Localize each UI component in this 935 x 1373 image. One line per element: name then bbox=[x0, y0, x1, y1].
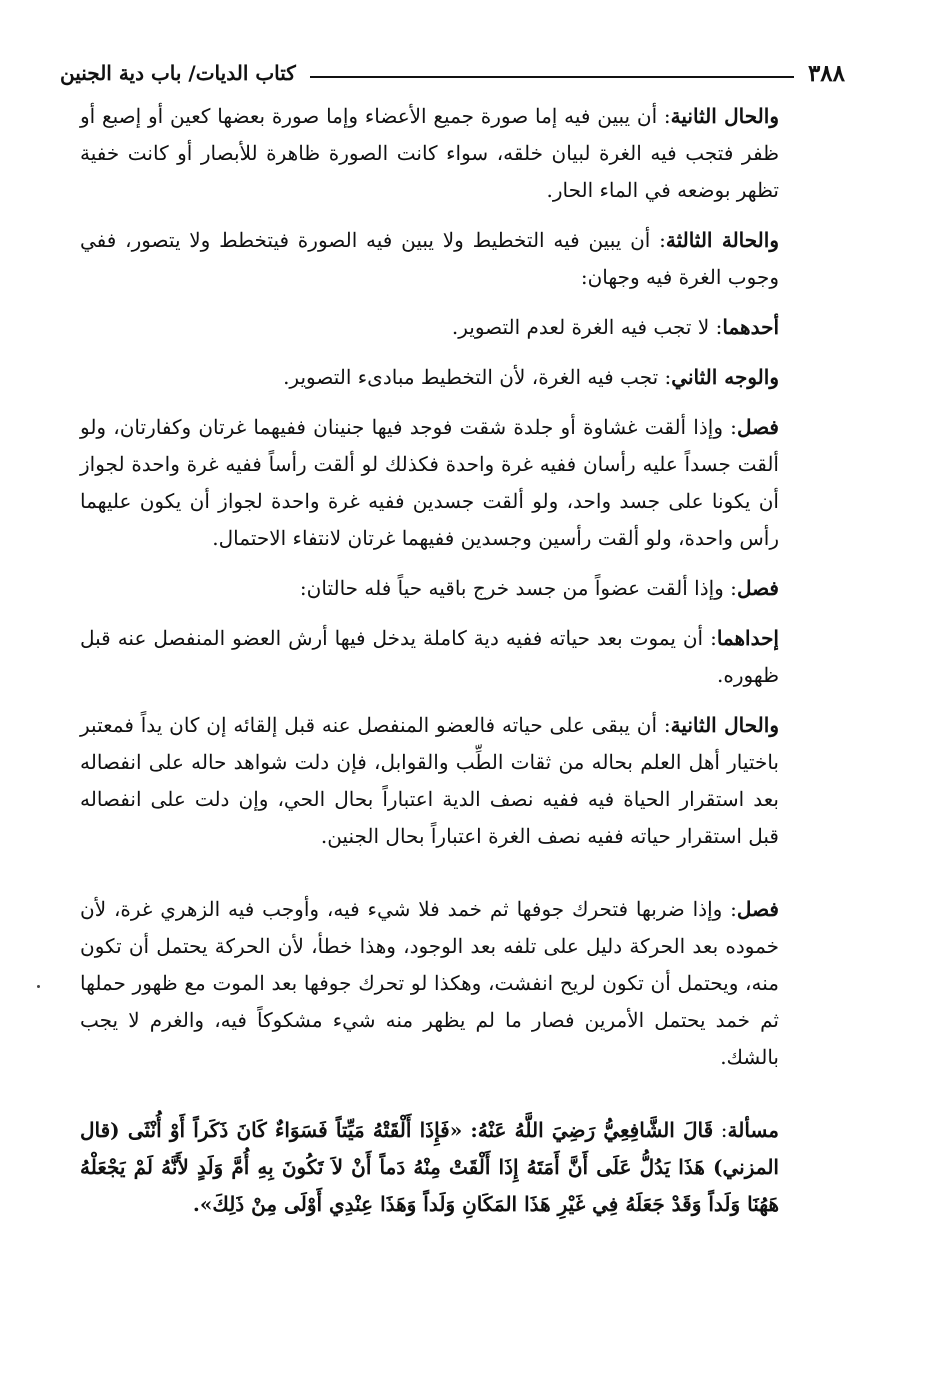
paragraph: والوجه الثاني: تجب فيه الغرة، لأن التخطيط مبادىء التصوير. bbox=[283, 365, 779, 389]
paragraph: إحداهما: أن يموت بعد حياته ففيه دية كاملة يدخل فيها أرش العضو المنفصل عنه قبل ظهوره. bbox=[80, 626, 779, 687]
paragraph-text: وإذا ألقت عضواً من جسد خرج باقيه حياً فله حالتان: bbox=[299, 576, 724, 600]
paragraph-lead: والحال الثانية bbox=[670, 104, 779, 128]
paragraph: والحالة الثالثة: أن يبين فيه التخطيط ولا يبين فيه الصورة فيتخطط ولا يتصور، ففي وجوب الغرة فيه وجهان: bbox=[80, 228, 779, 289]
paragraph-lead: أحدهما bbox=[722, 315, 779, 339]
body-text bbox=[80, 98, 815, 1236]
scan-speck bbox=[37, 985, 40, 988]
paragraph-lead: والحال الثانية bbox=[670, 713, 779, 737]
paragraph-text: أن يبقى على حياته فالعضو المنفصل عنه قبل إلقائه إن كان يداً فمعتبر باختيار أهل العلم بحاله من ثقات الطِّب والقوابل، فإن دلت شواهد حاله على انفصاله بعد استقرار الحياة فيه ففيه نصف الدية اعتباراً بحال الحي، وإن دلت على انفصاله قبل استقرار حياته ففيه نصف الغرة اعتباراً بحال الجنين. bbox=[80, 713, 779, 848]
masala-quote: قَالَ الشَّافِعِيُّ رَضِيَ اللَّهُ عَنْهُ: «فَإِذَا أَلْقَتْهُ مَيِّتاً فَسَوَاءٌ كَانَ ذَكَراً أَوْ أُنْثَى (قال المزني) هَذَا يَدُلُّ عَلَى أَنَّ أَمَتَهُ إِذَا أَلْقَتْ مِنْهُ دَماً أَنْ لاَ تَكُونَ بِهِ أُمَّ وَلَدٍ لأَنَّهُ لَمْ يَجْعَلْهُ هَهُنَا وَلَداً وَقَدْ جَعَلَهُ فِي غَيْرِ هَذَا المَكَانِ وَلَداً وَهَذَا عِنْدِي أَوْلَى مِنْ ذَلِكَ». bbox=[80, 1118, 779, 1216]
paragraph-text: وإذا ألقت غشاوة أو جلدة شقت فوجد فيها جنينان ففيهما غرتان وكفارتان، ولو ألقت جسداً عليه رأسان ففيه غرة واحدة فكذلك لو ألقت رأساً ففيه غرة واحدة لجواز أن يكونا على جسد واحد، ولو ألقت جسدين ففيه غرة واحدة لجواز أن يكون عليهما رأس واحدة، ولو ألقت رأسين وجسدين ففيهما غرتان لانتفاء الاحتمال. bbox=[80, 415, 779, 550]
header-rule bbox=[310, 76, 794, 78]
paragraph-text: أن يموت بعد حياته ففيه دية كاملة يدخل فيها أرش العضو المنفصل عنه قبل ظهوره. bbox=[80, 626, 779, 687]
paragraph-lead: والحالة الثالثة bbox=[665, 228, 779, 252]
paragraph: والحال الثانية: أن يبين فيه إما صورة جميع الأعضاء وإما صورة بعضها كعين أو إصبع أو ظفر فتجب فيه الغرة لبيان خلقه، سواء كانت الصورة ظاهرة للأبصار أو كانت خفية تظهر بوضعه في الماء الحار. bbox=[80, 104, 779, 202]
running-title: كتاب الديات/ باب دية الجنين bbox=[60, 61, 296, 85]
paragraph: والحال الثانية: أن يبقى على حياته فالعضو المنفصل عنه قبل إلقائه إن كان يداً فمعتبر باختيار أهل العلم بحاله من ثقات الطِّب والقوابل، فإن دلت شواهد حاله على انفصاله بعد استقرار الحياة فيه ففيه نصف الدية اعتباراً بحال الحي، وإن دلت على انفصاله قبل استقرار حياته ففيه نصف الغرة اعتباراً بحال الجنين. bbox=[80, 713, 779, 848]
paragraph-text: لا تجب فيه الغرة لعدم التصوير. bbox=[451, 315, 710, 339]
page-number: ٣٨٨ bbox=[807, 59, 845, 87]
paragraph-text: أن يبين فيه إما صورة جميع الأعضاء وإما صورة بعضها كعين أو إصبع أو ظفر فتجب فيه الغرة لبيان خلقه، سواء كانت الصورة ظاهرة للأبصار أو كانت خفية تظهر بوضعه في الماء الحار. bbox=[80, 104, 779, 202]
paragraph-text: تجب فيه الغرة، لأن التخطيط مبادىء التصوير. bbox=[283, 365, 659, 389]
paragraph: أحدهما: لا تجب فيه الغرة لعدم التصوير. bbox=[451, 315, 779, 339]
paragraph-text: أن يبين فيه التخطيط ولا يبين فيه الصورة فيتخطط ولا يتصور، ففي وجوب الغرة فيه وجهان: bbox=[80, 228, 779, 289]
paragraph-lead: فصل bbox=[736, 576, 779, 600]
paragraph: فصل: وإذا ألقت عضواً من جسد خرج باقيه حياً فله حالتان: bbox=[299, 576, 779, 600]
paragraph: فصل: وإذا ضربها فتحرك جوفها ثم خمد فلا شيء فيه، وأوجب فيه الزهري غرة، لأن خموده بعد الحركة دليل على تلفه بعد الوجود، وهذا خطأ، لأن الحركة يحتمل أن تكون منه، ويحتمل أن تكون لريح انفشت، وهكذا لو تحرك جوفها بعد الموت مع ظهور حملها ثم خمد يحتمل الأمرين فصار ما لم يظهر منه شيء مشكوكاً فيه، والغرم لا يجب بالشك. bbox=[80, 897, 779, 1069]
paragraph-lead: فصل bbox=[736, 415, 779, 439]
masala-paragraph: مسألة: قَالَ الشَّافِعِيُّ رَضِيَ اللَّهُ عَنْهُ: «فَإِذَا أَلْقَتْهُ مَيِّتاً فَسَوَاءٌ كَانَ ذَكَراً أَوْ أُنْثَى (قال المزني) هَذَا يَدُلُّ عَلَى أَنَّ أَمَتَهُ إِذَا أَلْقَتْ مِنْهُ دَماً أَنْ لاَ تَكُونَ بِهِ أُمَّ وَلَدٍ لأَنَّهُ لَمْ يَجْعَلْهُ هَهُنَا وَلَداً وَقَدْ جَعَلَهُ فِي غَيْرِ هَذَا المَكَانِ وَلَداً وَهَذَا عِنْدِي أَوْلَى مِنْ ذَلِكَ». bbox=[80, 1118, 779, 1216]
paragraph-lead: فصل bbox=[736, 897, 779, 921]
paragraph: فصل: وإذا ألقت غشاوة أو جلدة شقت فوجد فيها جنينان ففيهما غرتان وكفارتان، ولو ألقت جسداً عليه رأسان ففيه غرة واحدة فكذلك لو ألقت رأساً ففيه غرة واحدة لجواز أن يكونا على جسد واحد، ولو ألقت جسدين ففيه غرة واحدة لجواز أن يكون عليهما رأس واحدة، ولو ألقت رأسين وجسدين ففيهما غرتان لانتفاء الاحتمال. bbox=[80, 415, 779, 550]
paragraph-text: وإذا ضربها فتحرك جوفها ثم خمد فلا شيء فيه، وأوجب فيه الزهري غرة، لأن خموده بعد الحركة دليل على تلفه بعد الوجود، وهذا خطأ، لأن الحركة يحتمل أن تكون منه، ويحتمل أن تكون لريح انفشت، وهكذا لو تحرك جوفها بعد الموت مع ظهور حملها ثم خمد يحتمل الأمرين فصار ما لم يظهر منه شيء مشكوكاً فيه، والغرم لا يجب بالشك. bbox=[80, 897, 779, 1069]
paragraph-lead: والوجه الثاني bbox=[671, 365, 779, 389]
masala-lead: مسألة bbox=[727, 1118, 779, 1142]
page-header bbox=[60, 58, 845, 88]
paragraph-lead: إحداهما bbox=[716, 626, 779, 650]
